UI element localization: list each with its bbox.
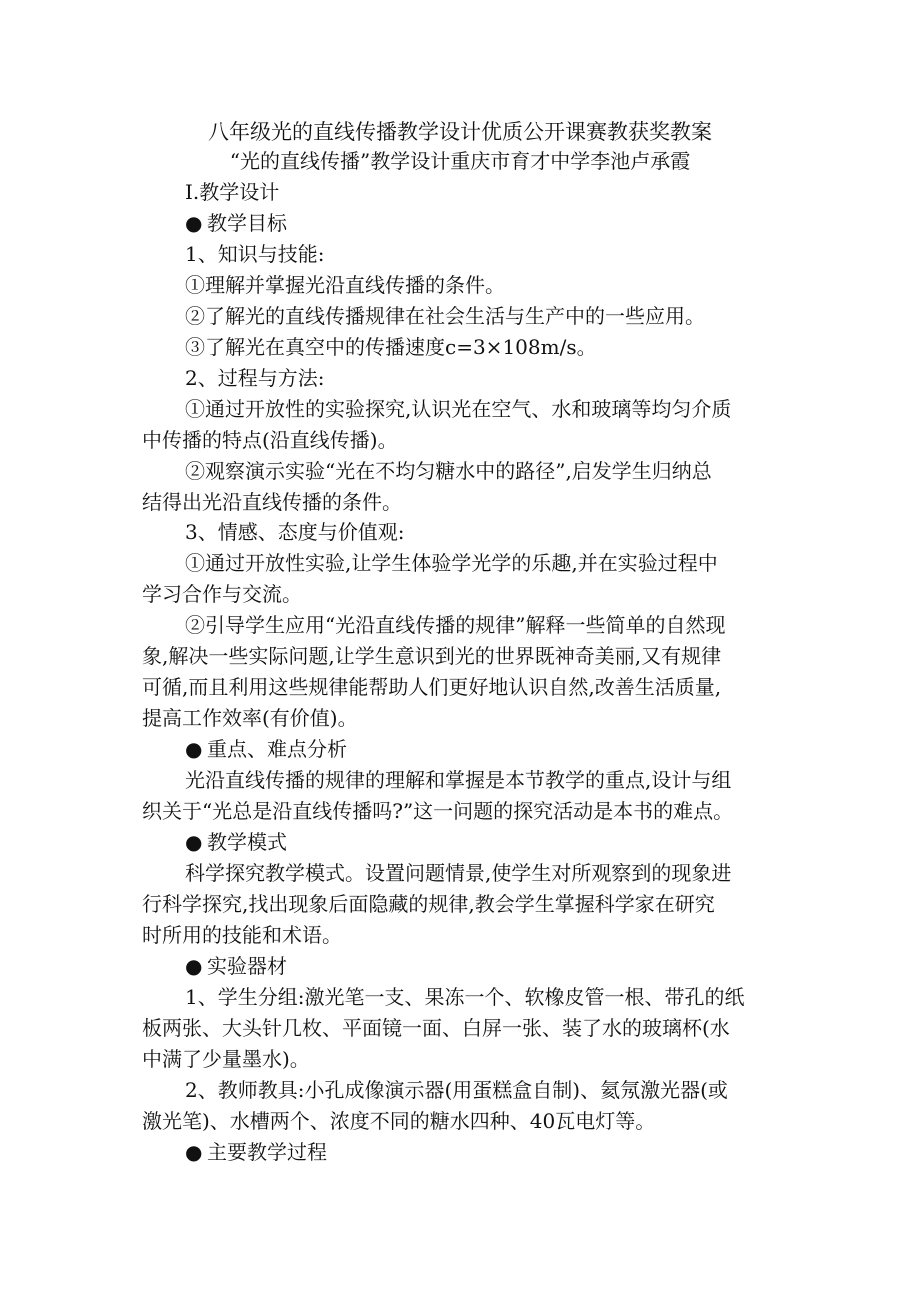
paragraph-line: ②观察演示实验“光在不均匀糖水中的路径”,启发学生归纳总 [185, 459, 712, 483]
paragraph-line: ②引导学生应用“光沿直线传播的规律”解释一些简单的自然现 [185, 613, 726, 637]
paragraph-line: ②了解光的直线传播规律在社会生活与生产中的一些应用。 [185, 304, 705, 328]
paragraph-line: 光沿直线传播的规律的理解和掌握是本节教学的重点,设计与组 [185, 768, 732, 792]
paragraph-line: 结得出光沿直线传播的条件。 [142, 490, 402, 514]
subheading-knowledge: 1、知识与技能: [185, 242, 325, 266]
section-heading-equipment: ● 实验器材 [185, 951, 287, 981]
paragraph-line: 1、学生分组:激光笔一支、果冻一个、软橡皮管一根、带孔的纸 [185, 985, 745, 1009]
paragraph-line: 中传播的特点(沿直线传播)。 [142, 428, 398, 452]
paragraph-line: 织关于“光总是沿直线传播吗?”这一问题的探究活动是本书的难点。 [142, 799, 734, 823]
section-heading-goals: ● 教学目标 [185, 208, 287, 238]
bullet-icon: ● [185, 737, 203, 761]
paragraph-line: 中满了少量墨水)。 [142, 1047, 310, 1071]
subheading-process: 2、过程与方法: [185, 366, 325, 390]
paragraph-line: 可循,而且利用这些规律能帮助人们更好地认识自然,改善生活质量, [142, 675, 722, 699]
section-heading-mode: ● 教学模式 [185, 827, 287, 857]
bullet-icon: ● [185, 211, 203, 235]
paragraph-line: 板两张、大头针几枚、平面镜一面、白屏一张、装了水的玻璃杯(水 [142, 1016, 730, 1040]
bullet-icon: ● [185, 1140, 203, 1164]
paragraph-line: ①通过开放性实验,让学生体验学光学的乐趣,并在实验过程中 [185, 551, 718, 575]
paragraph-line: 行科学探究,找出现象后面隐藏的规律,教会学生掌握科学家在研究 [142, 892, 715, 916]
paragraph-line: 提高工作效率(有价值)。 [142, 706, 358, 730]
paragraph-line: 激光笔)、水槽两个、浓度不同的糖水四种、40瓦电灯等。 [142, 1109, 656, 1133]
paragraph-line: ①通过开放性的实验探究,认识光在空气、水和玻璃等均匀介质 [185, 397, 732, 421]
bullet-icon: ● [185, 830, 203, 854]
section-heading-process: ● 主要教学过程 [185, 1137, 327, 1167]
subheading-attitude: 3、情感、态度与价值观: [185, 520, 405, 544]
document-subtitle: “光的直线传播”教学设计重庆市育才中学李池卢承霞 [229, 149, 691, 173]
paragraph-line: ①理解并掌握光沿直线传播的条件。 [185, 273, 505, 297]
paragraph-line: 科学探究教学模式。设置问题情景,使学生对所观察到的现象进 [185, 861, 732, 885]
bullet-icon: ● [185, 954, 203, 978]
paragraph-line: 学习合作与交流。 [142, 582, 302, 606]
section-heading-key-points: ● 重点、难点分析 [185, 734, 347, 764]
paragraph-line: ③了解光在真空中的传播速度c=3×108m/s。 [185, 335, 597, 359]
paragraph-line: 时所用的技能和术语。 [142, 923, 342, 947]
paragraph-line: 象,解决一些实际问题,让学生意识到光的世界既神奇美丽,又有规律 [142, 644, 722, 668]
document-title: 八年级光的直线传播教学设计优质公开课赛教获奖教案 [208, 120, 712, 144]
part-heading: Ⅰ.教学设计 [185, 180, 280, 204]
paragraph-line: 2、教师教具:小孔成像演示器(用蛋糕盒自制)、氦氖激光器(或 [185, 1078, 728, 1102]
